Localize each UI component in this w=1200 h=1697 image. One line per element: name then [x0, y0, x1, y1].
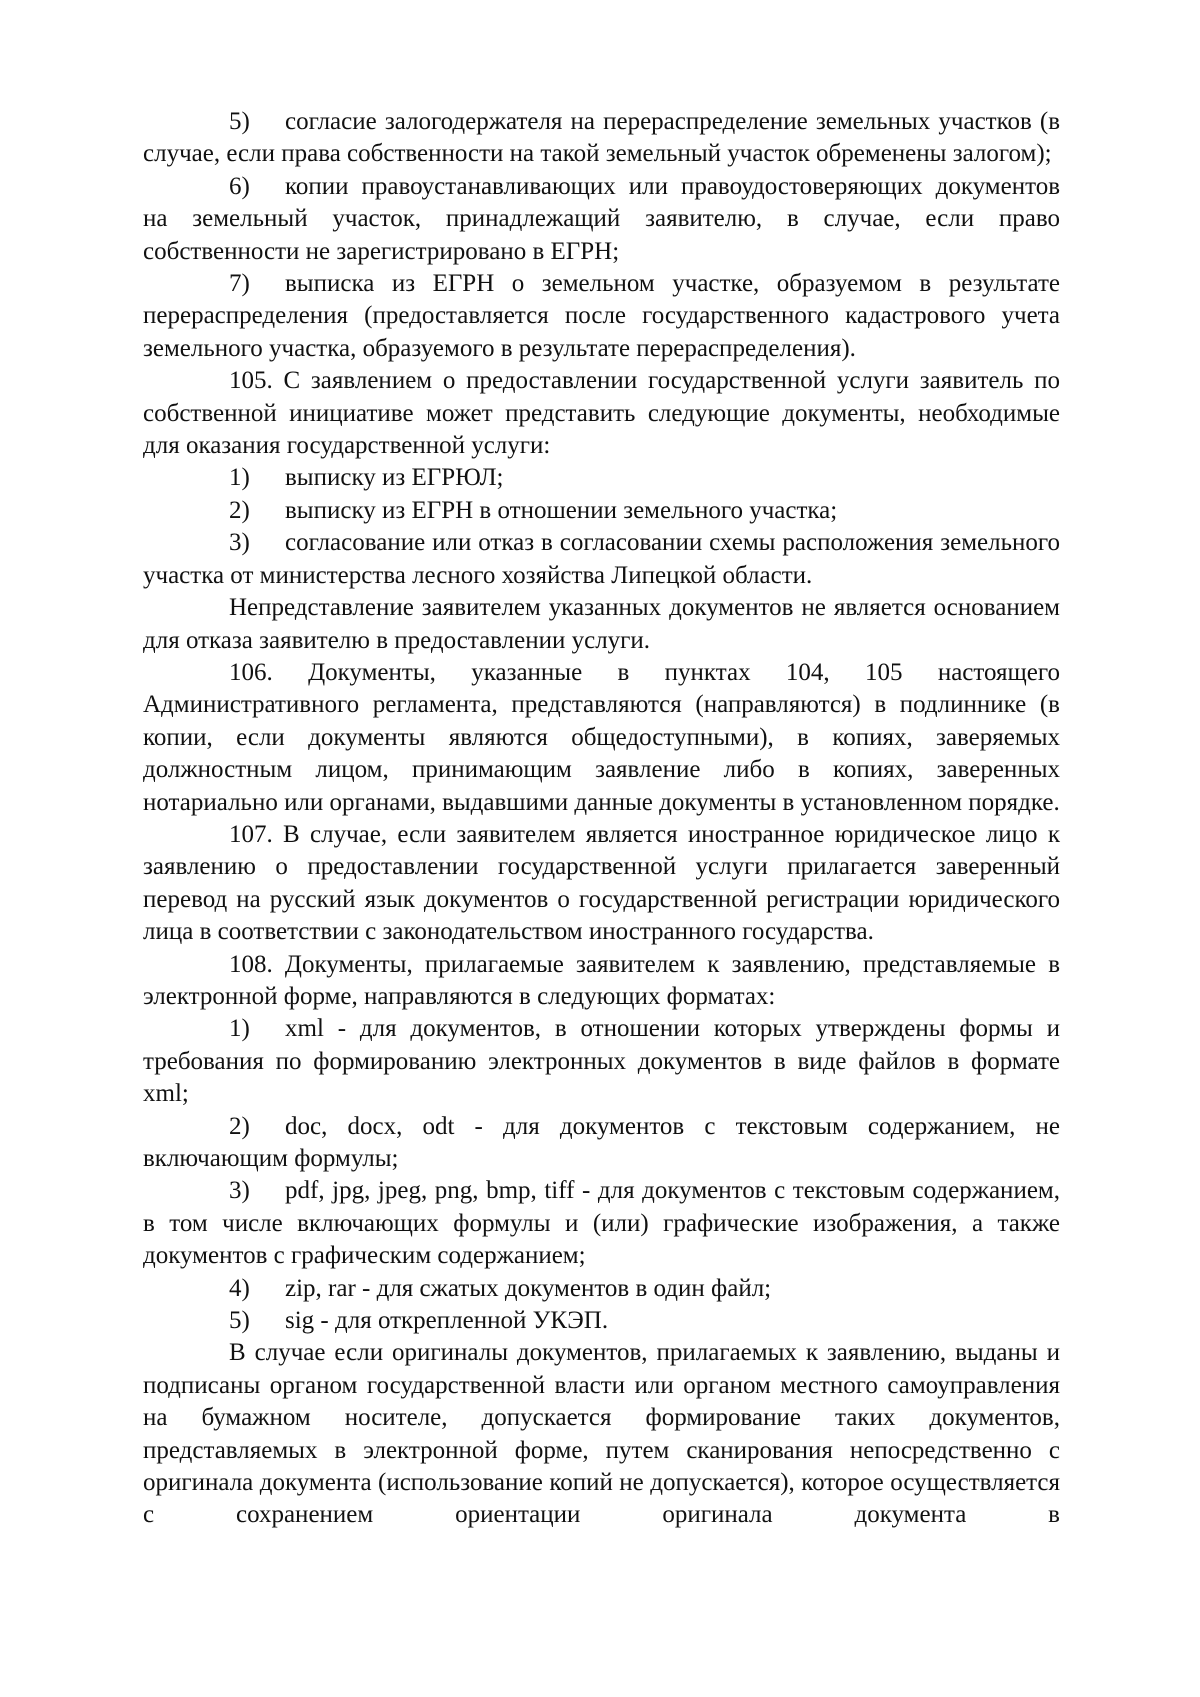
- item-number: 5): [229, 108, 250, 135]
- item-text: pdf, jpg, jpeg, png, bmp, tiff - для документов с текстовым содержанием, в том числе включающих формулы и (или) графические изображения, а также документов с графическим содержанием;: [143, 1177, 1060, 1270]
- paragraph-105: 105. С заявлением о предоставлении государственной услуги заявитель по собственной инициативе может представить следующие документы, необходимые для оказания государственной услуги:: [143, 367, 1060, 460]
- item-number: 1): [229, 1015, 250, 1043]
- paragraph-scanning-originals: В случае если оригиналы документов, прилагаемых к заявлению, выданы и подписаны органом государственной власти или органом местного самоуправления на бумажном носителе, допускается формирование таких документов, представляемых в электронной форме, путем сканирования непосредственно с оригинала документа (использование копий не допускается), которое осуществляется с сохранением ориентации оригинала документа в: [143, 1339, 1060, 1529]
- paragraph-106: 106. Документы, указанные в пунктах 104, 105 настоящего Административного регламента, представляются (направляются) в подлиннике (в копии, если документы являются общедоступными), в копиях, заверяемых должностным лицом, принимающим заявление либо в копиях, заверенных нотариально или органами, выдавшими данные документы в установленном порядке.: [143, 658, 1060, 816]
- item-number: 7): [229, 270, 250, 298]
- item-text: выписку из ЕГРН в отношении земельного участка;: [285, 496, 838, 524]
- item-text: выписку из ЕГРЮЛ;: [285, 464, 504, 492]
- item-number: 4): [229, 1274, 250, 1302]
- item-text: sig - для открепленной УКЭП.: [285, 1307, 609, 1335]
- list-item-3-forestry-approval: [143, 527, 1060, 592]
- document-body: [143, 106, 1060, 1532]
- item-text: zip, rar - для сжатых документов в один файл;: [285, 1274, 772, 1302]
- item-number: 3): [229, 529, 250, 557]
- list-item-5-pledgee-consent: [143, 106, 1060, 171]
- paragraph-non-submission: Непредставление заявителем указанных документов не является основанием для отказа заявителю в предоставлении услуги.: [143, 594, 1060, 654]
- item-text: копии правоустанавливающих или правоудостоверяющих документов на земельный участок, принадлежащий заявителю, в случае, если право собственности не зарегистрировано в ЕГРН;: [143, 172, 1060, 265]
- item-number: 6): [229, 172, 250, 200]
- paragraph-107: 107. В случае, если заявителем является иностранное юридическое лицо к заявлению о предоставлении государственной услуги прилагается заверенный перевод на русский язык документов о государственной регистрации юридического лица в соответствии с законодательством иностранного государства.: [143, 820, 1060, 946]
- format-item-5-sig: [143, 1305, 1060, 1337]
- format-item-4-zip: [143, 1273, 1060, 1305]
- item-text: doc, docx, odt - для документов с текстовым содержанием, не включающим формулы;: [143, 1112, 1060, 1172]
- item-text: выписка из ЕГРН о земельном участке, образуемом в результате перераспределения (предоставляется после государственного кадастрового учета земельного участка, образуемого в результате перераспределения).: [143, 270, 1060, 362]
- list-item-1-egrul-extract: [143, 462, 1060, 494]
- format-item-2-doc: [143, 1111, 1060, 1176]
- item-text: xml - для документов, в отношении которых утверждены формы и требования по формированию электронных документов в виде файлов в формате xml;: [143, 1015, 1060, 1108]
- list-item-7-egrn-extract: [143, 268, 1060, 365]
- list-item-6-title-documents: [143, 171, 1060, 268]
- item-text: согласование или отказ в согласовании схемы расположения земельного участка от министерства лесного хозяйства Липецкой области.: [143, 529, 1060, 589]
- item-number: 2): [229, 496, 250, 524]
- item-number: 5): [229, 1307, 250, 1335]
- paragraph-108: 108. Документы, прилагаемые заявителем к заявлению, представляемые в электронной форме, направляются в следующих форматах:: [143, 950, 1060, 1010]
- list-item-2-egrn-extract: [143, 495, 1060, 527]
- item-number: 3): [229, 1177, 250, 1205]
- format-item-3-pdf: [143, 1175, 1060, 1272]
- item-number: 2): [229, 1112, 250, 1140]
- format-item-1-xml: [143, 1013, 1060, 1110]
- item-number: 1): [229, 464, 250, 492]
- item-text: согласие залогодержателя на перераспределение земельных участков (в случае, если права собственности на такой земельный участок обременены залогом);: [143, 108, 1060, 168]
